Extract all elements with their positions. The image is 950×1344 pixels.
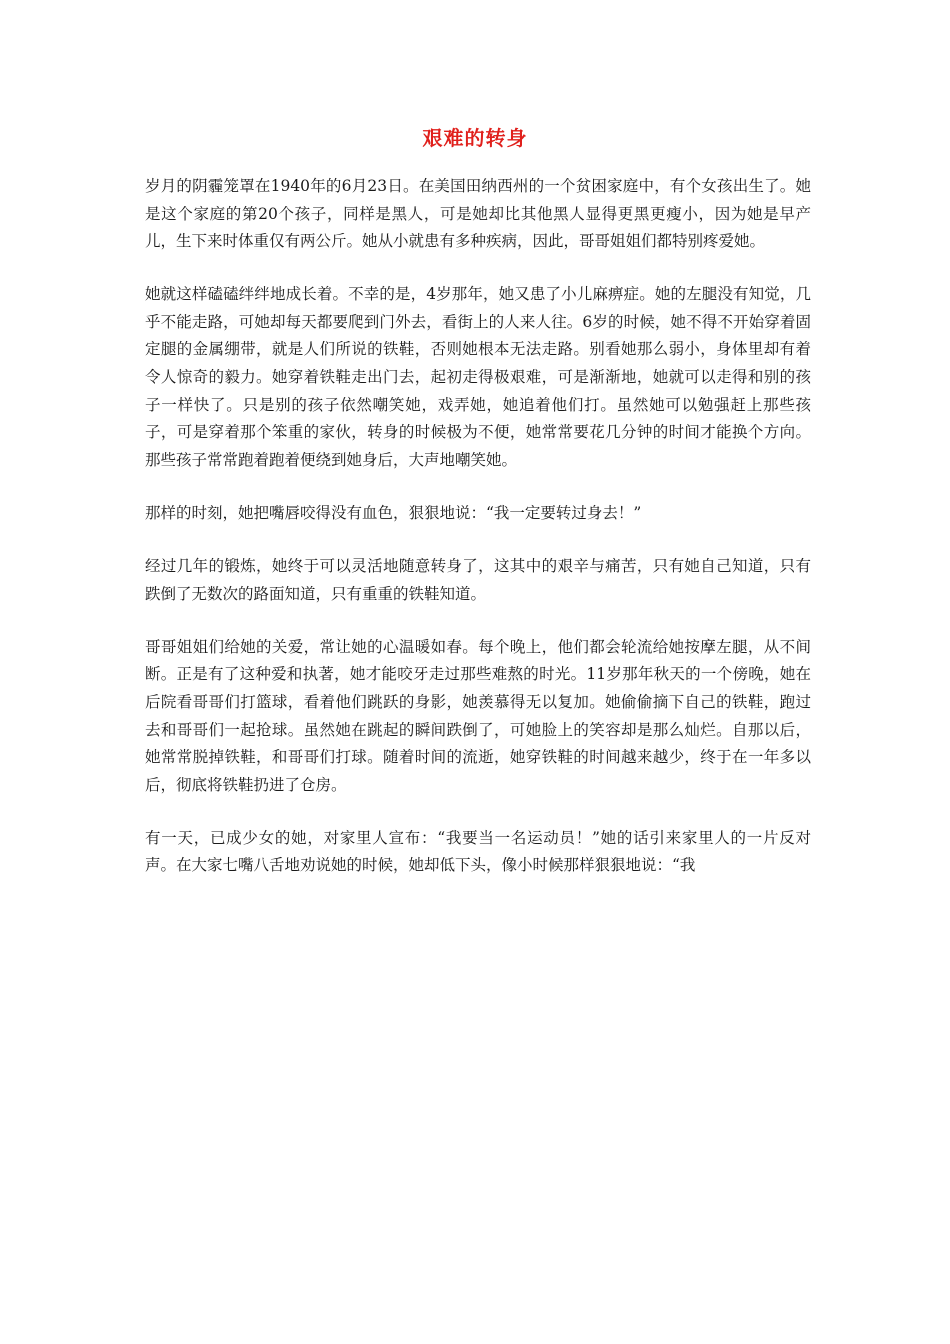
paragraph-4: 经过几年的锻炼，她终于可以灵活地随意转身了，这其中的艰辛与痛苦，只有她自己知道，只有跌倒了无数次的路面知道，只有重重的铁鞋知道。	[145, 557, 811, 603]
document-body	[145, 173, 811, 905]
paragraph-2: 她就这样磕磕绊绊地成长着。不幸的是，4岁那年，她又患了小儿麻痹症。她的左腿没有知觉，几乎不能走路，可她却每天都要爬到门外去，看街上的人来人往。6岁的时候，她不得不开始穿着固定腿的金属绷带，就是人们所说的铁鞋，否则她根本无法走路。别看她那么弱小，身体里却有着令人惊奇的毅力。她穿着铁鞋走出门去，起初走得极艰难，可是渐渐地，她就可以走得和别的孩子一样快了。只是别的孩子依然嘲笑她，戏弄她，她追着他们打。虽然她可以勉强赶上那些孩子，可是穿着那个笨重的家伙，转身的时候极为不便，她常常要花几分钟的时间才能换个方向。那些孩子常常跑着跑着便绕到她身后，大声地嘲笑她。	[145, 285, 811, 469]
paragraph-3: 那样的时刻，她把嘴唇咬得没有血色，狠狠地说：“我一定要转过身去！”	[145, 503, 642, 522]
paragraph-5: 哥哥姐姐们给她的关爱，常让她的心温暖如春。每个晚上，他们都会轮流给她按摩左腿，从不间断。正是有了这种爱和执著，她才能咬牙走过那些难熬的时光。11岁那年秋天的一个傍晚，她在后院看哥哥们打篮球，看着他们跳跃的身影，她羡慕得无以复加。她偷偷摘下自己的铁鞋，跑过去和哥哥们一起抢球。虽然她在跳起的瞬间跌倒了，可她脸上的笑容却是那么灿烂。自那以后，她常常脱掉铁鞋，和哥哥们打球。随着时间的流逝，她穿铁鞋的时间越来越少，终于在一年多以后，彻底将铁鞋扔进了仓房。	[145, 637, 811, 794]
document-title: 艰难的转身	[422, 126, 528, 150]
paragraph-6: 有一天，已成少女的她，对家里人宣布：“我要当一名运动员！”她的话引来家里人的一片反对声。在大家七嘴八舌地劝说她的时候，她却低下头，像小时候那样狠狠地说：“我	[145, 828, 811, 875]
paragraph-1: 岁月的阴霾笼罩在1940年的6月23日。在美国田纳西州的一个贫困家庭中，有个女孩出生了。她是这个家庭的第20个孩子，同样是黑人，可是她却比其他黑人显得更黑更瘦小，因为她是早产儿，生下来时体重仅有两公斤。她从小就患有多种疾病，因此，哥哥姐姐们都特别疼爱她。	[145, 177, 811, 251]
